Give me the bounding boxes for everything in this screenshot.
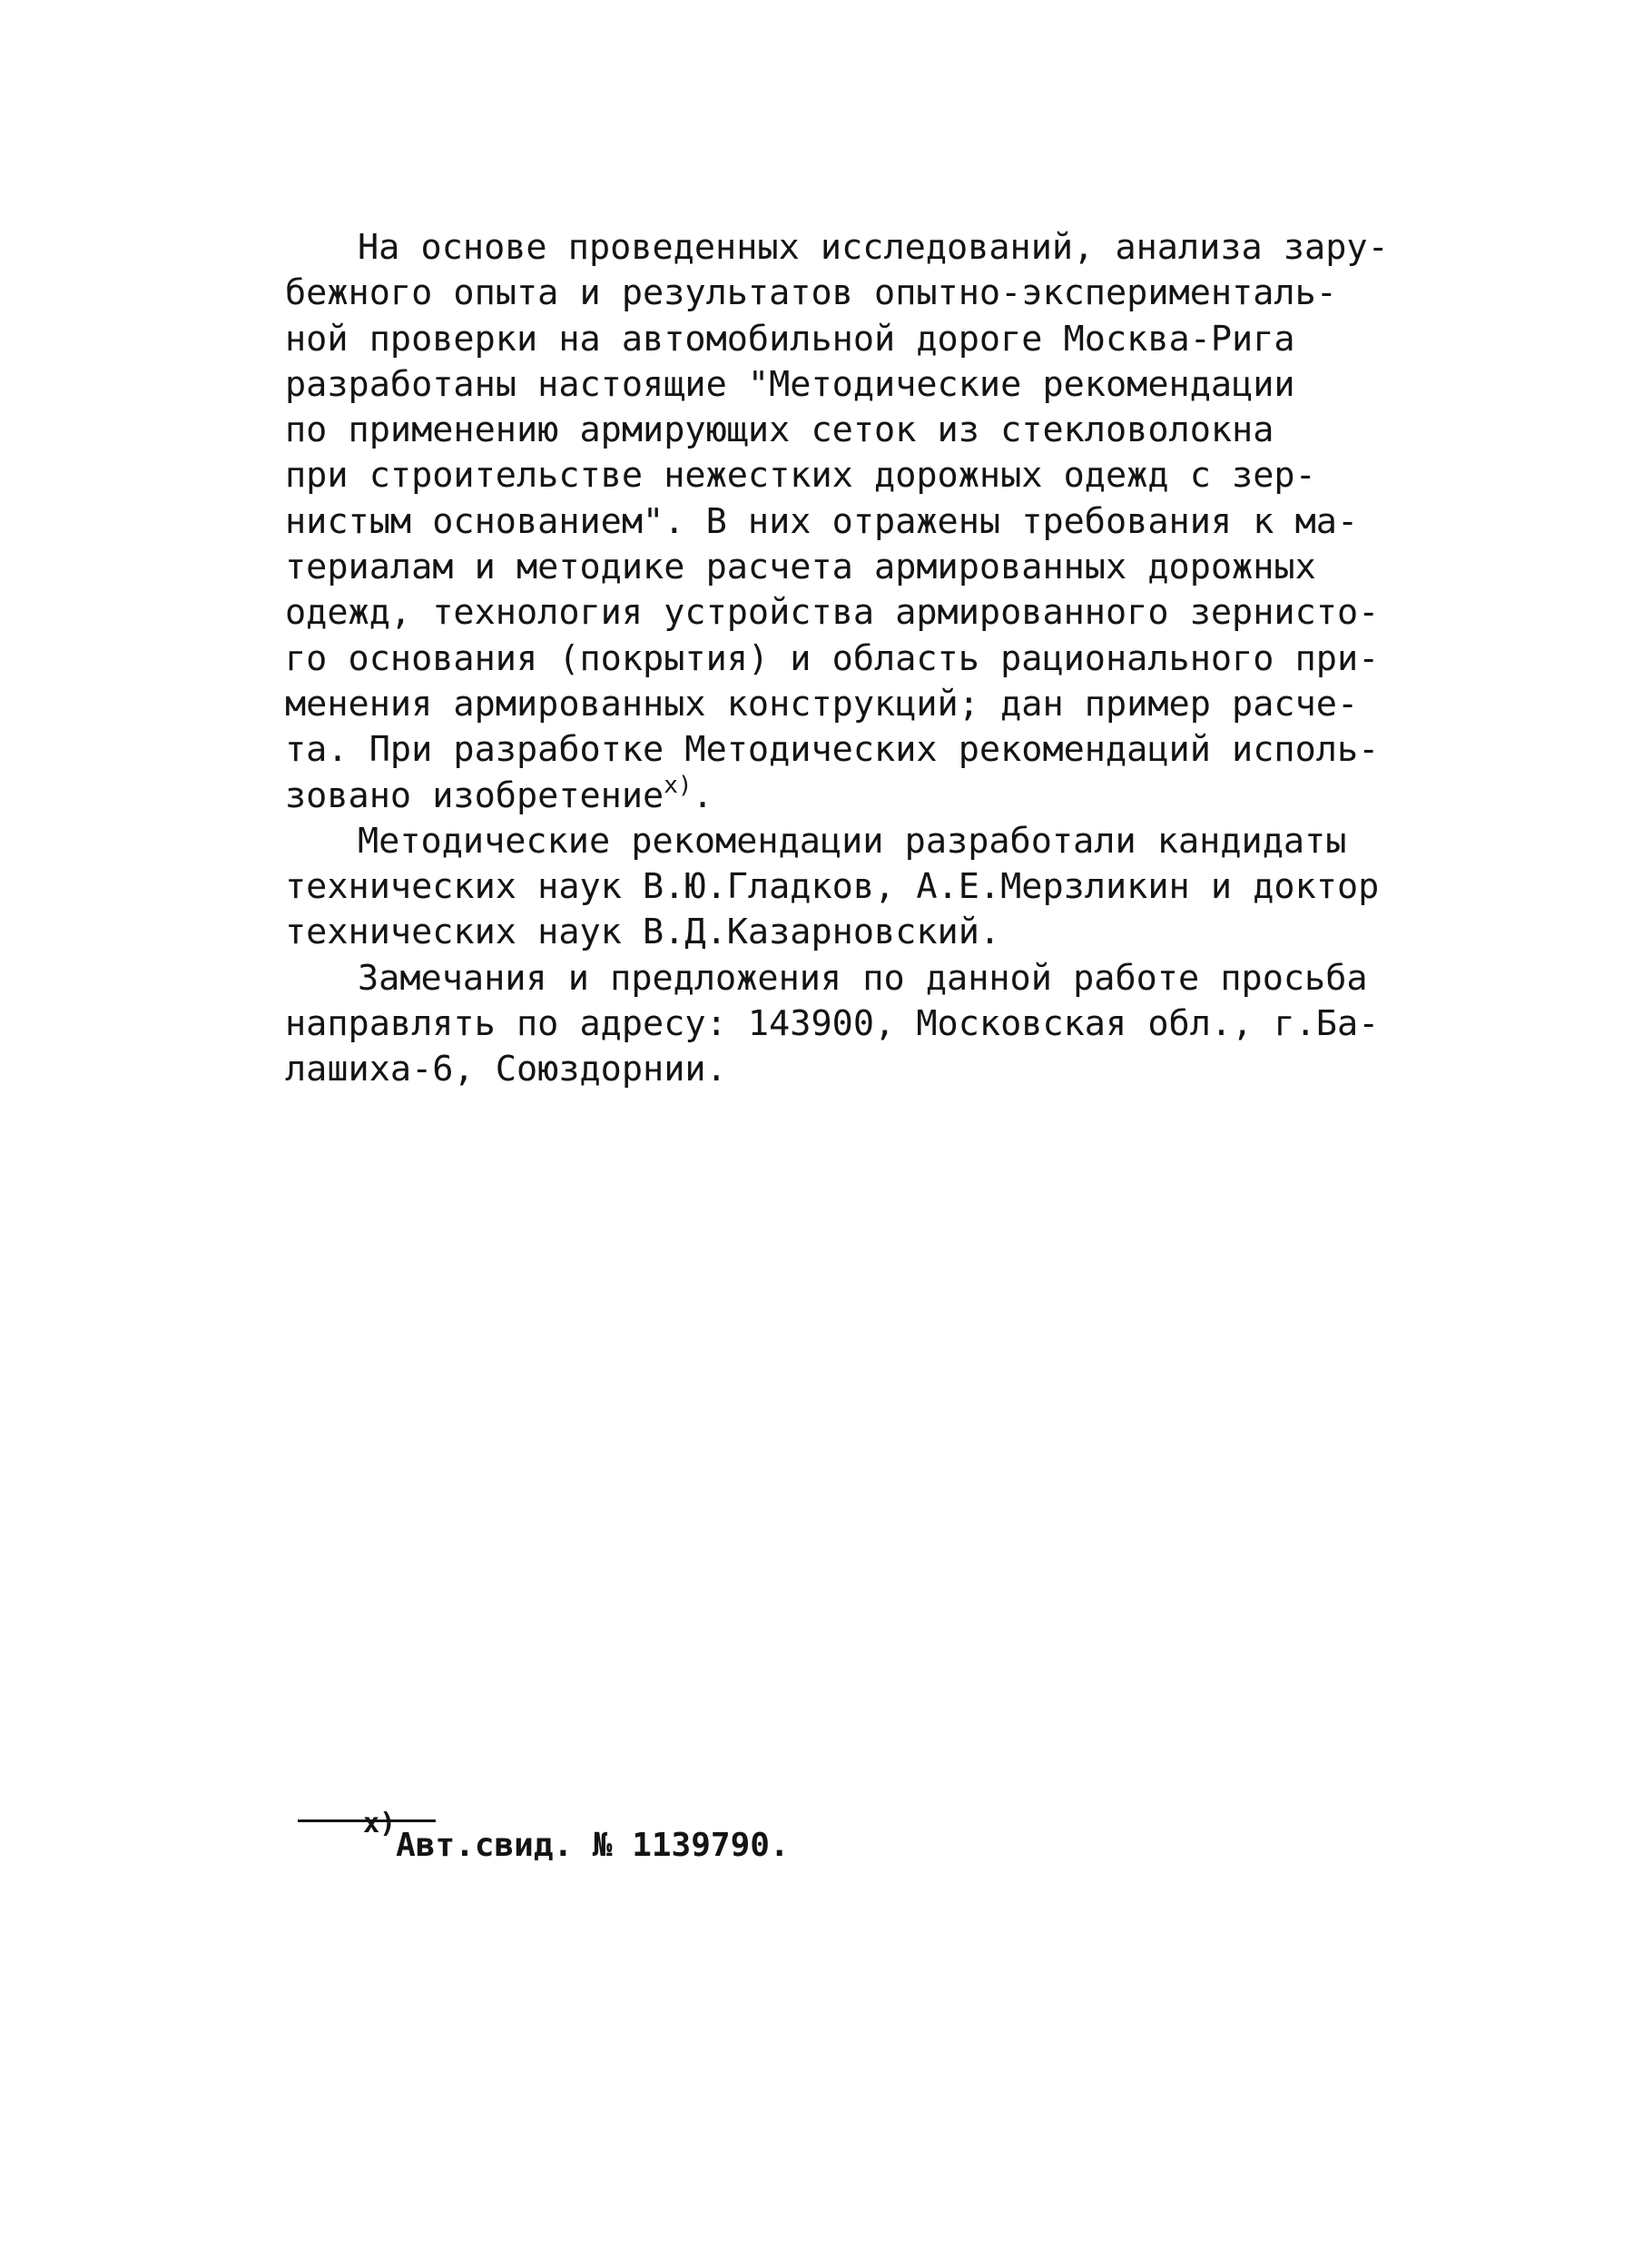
paragraph-3-line-2: направлять по адресу: 143900, Московская обл., г.Ба-	[285, 1003, 1380, 1045]
paragraph-1-last-line-text: зовано изобретение	[285, 774, 664, 816]
footnote-text: Авт.свид. № 1139790.	[396, 1827, 790, 1864]
paragraph-1-line-8: териалам и методике расчета армированных дорожных	[285, 547, 1316, 588]
footnote-mark: х)	[363, 1808, 397, 1839]
paragraph-1-line-12: та. При разработке Методических рекомендаций исполь-	[285, 729, 1380, 771]
paragraph-1-last-line-end: .	[692, 774, 713, 816]
body-text	[285, 225, 1470, 1093]
paragraph-1-last-line	[285, 771, 1470, 819]
paragraph-1-line-6: при строительстве нежестких дорожных одежд с зер-	[285, 455, 1316, 497]
paragraph-1-line-10: го основания (покрытия) и область рационального при-	[285, 637, 1380, 679]
paragraph-2-line-2: технических наук В.Ю.Гладков, А.Е.Мерзликин и доктор	[285, 866, 1380, 908]
paragraph-1-line-1: На основе проведенных исследований, анализа зару-	[358, 227, 1389, 268]
paragraph-1-line-9: одежд, технология устройства армированного зернисто-	[285, 592, 1380, 634]
paragraph-1-line-3: ной проверки на автомобильной дороге Москва-Рига	[285, 318, 1295, 360]
paragraph-3-line-3: лашиха-6, Союздорнии.	[285, 1049, 727, 1090]
paragraph-1-line-7: нистым основанием". В них отражены требования к ма-	[285, 500, 1359, 542]
footnote-reference-mark: х)	[664, 771, 693, 799]
paragraph-3-line-1: Замечания и предложения по данной работе просьба	[358, 957, 1368, 999]
paragraph-2-line-3: технических наук В.Д.Казарновский.	[285, 912, 1001, 953]
paragraph-1-line-11: менения армированных конструкций; дан пример расче-	[285, 683, 1359, 725]
paragraph-1-line-2: бежного опыта и результатов опытно-эксперименталь-	[285, 272, 1337, 314]
footnote	[363, 1808, 790, 1864]
paragraph-1-line-4: разработаны настоящие "Методические рекомендации	[285, 363, 1295, 405]
paragraph-1-line-5: по применению армирующих сеток из стекловолокна	[285, 409, 1274, 451]
paragraph-2-line-1: Методические рекомендации разработали кандидаты	[358, 820, 1347, 862]
